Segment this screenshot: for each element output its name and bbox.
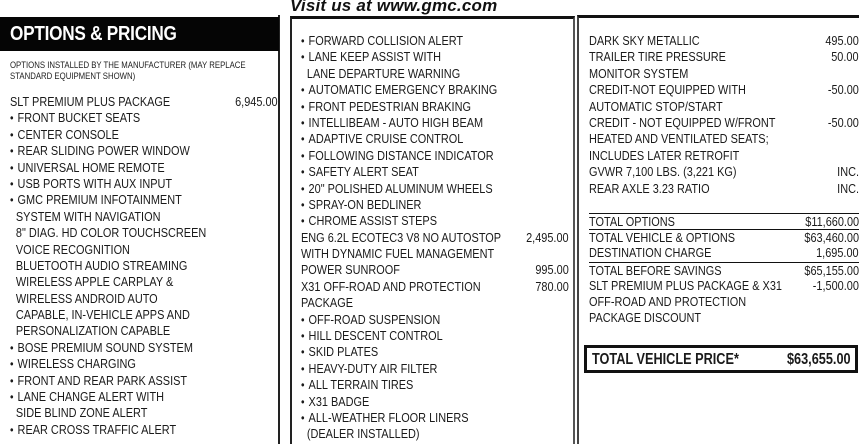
feature-bullet — [10, 160, 278, 176]
feature-bullet — [301, 377, 569, 393]
line-item — [589, 131, 859, 147]
middle-option-list — [301, 33, 569, 443]
line-item — [10, 242, 278, 258]
right-option-list — [589, 33, 859, 197]
line-text: • CHROME ASSIST STEPS — [301, 213, 437, 229]
line-item — [10, 291, 278, 307]
line-text: GVWR 7,100 LBS. (3,221 KG) — [589, 164, 737, 180]
line-text: INCLUDES LATER RETROFIT — [589, 147, 740, 163]
line-item — [589, 294, 859, 310]
line-text: WIRELESS ANDROID AUTO — [15, 290, 158, 306]
feature-bullet — [301, 197, 569, 213]
feature-bullet — [301, 33, 569, 49]
line-text: X31 OFF-ROAD AND PROTECTION — [301, 278, 481, 294]
line-text: TOTAL VEHICLE & OPTIONS — [589, 230, 736, 246]
line-text: • UNIVERSAL HOME REMOTE — [10, 160, 165, 176]
section-title: OPTIONS & PRICING — [10, 23, 177, 45]
feature-bullet — [301, 82, 569, 98]
line-text: • LANE KEEP ASSIST WITH — [301, 49, 441, 65]
priced-line-item — [589, 33, 859, 49]
line-text: PACKAGE DISCOUNT — [589, 310, 702, 326]
line-text: SLT PREMIUM PLUS PACKAGE & X31 — [589, 277, 782, 293]
line-item — [301, 426, 569, 442]
line-item — [589, 99, 859, 115]
line-amount: 780.00 — [535, 278, 569, 294]
line-text: MONITOR SYSTEM — [589, 65, 689, 81]
options-middle-column — [290, 16, 575, 444]
line-text: • REAR CROSS TRAFFIC ALERT — [10, 422, 176, 438]
feature-bullet — [301, 181, 569, 197]
line-text: OFF-ROAD AND PROTECTION — [589, 293, 747, 309]
line-amount: 6,945.00 — [235, 94, 278, 109]
line-text: WIRELESS APPLE CARPLAY & — [15, 274, 174, 290]
feature-bullet — [10, 373, 278, 389]
line-item — [10, 225, 278, 241]
options-right-column — [577, 15, 859, 444]
feature-bullet — [10, 192, 278, 208]
line-text: • LANE CHANGE ALERT WITH — [10, 389, 164, 405]
line-amount: 50.00 — [831, 49, 859, 65]
line-text: TRAILER TIRE PRESSURE — [589, 49, 726, 65]
line-item — [301, 295, 569, 311]
feature-bullet — [10, 143, 278, 159]
line-amount: $11,660.00 — [805, 214, 859, 229]
total-vehicle-price-label: TOTAL VEHICLE PRICE* — [592, 351, 739, 368]
line-text: • GMC PREMIUM INFOTAINMENT — [10, 192, 182, 208]
line-text: CAPABLE, IN-VEHICLE APPS AND — [15, 307, 190, 323]
line-text: AUTOMATIC STOP/START — [589, 98, 723, 114]
feature-bullet — [301, 131, 569, 147]
priced-line-item — [589, 213, 859, 229]
line-item — [301, 246, 569, 262]
priced-line-item — [589, 181, 859, 197]
line-text: DARK SKY METALLIC — [589, 33, 700, 48]
line-text: • FOLLOWING DISTANCE INDICATOR — [301, 148, 494, 164]
line-text: SIDE BLIND ZONE ALERT — [15, 405, 148, 421]
line-text: PERSONALIZATION CAPABLE — [15, 323, 171, 339]
feature-bullet — [10, 389, 278, 405]
line-text: POWER SUNROOF — [301, 262, 400, 278]
line-item — [10, 274, 278, 290]
line-text: BLUETOOTH AUDIO STREAMING — [15, 257, 188, 273]
line-text: • ALL-WEATHER FLOOR LINERS — [301, 410, 469, 426]
line-text: DESTINATION CHARGE — [589, 245, 712, 261]
feature-bullet — [301, 115, 569, 131]
feature-bullet — [301, 361, 569, 377]
line-text: CREDIT - NOT EQUIPPED W/FRONT — [589, 114, 776, 130]
line-text: • HEAVY-DUTY AIR FILTER — [301, 361, 437, 377]
feature-bullet — [301, 164, 569, 180]
line-item — [589, 66, 859, 82]
line-item — [301, 66, 569, 82]
line-text: LANE DEPARTURE WARNING — [306, 65, 461, 81]
priced-line-item — [10, 94, 278, 110]
line-text: TOTAL OPTIONS — [589, 214, 675, 229]
priced-line-item — [589, 164, 859, 180]
line-text: 8" DIAG. HD COLOR TOUCHSCREEN — [15, 225, 207, 241]
line-item — [10, 258, 278, 274]
price-totals — [589, 213, 859, 326]
line-text: TOTAL BEFORE SAVINGS — [589, 262, 722, 278]
line-text: • HILL DESCENT CONTROL — [301, 328, 443, 344]
line-text: • BOSE PREMIUM SOUND SYSTEM — [10, 340, 193, 356]
line-amount: $65,155.00 — [804, 262, 859, 278]
line-item — [589, 310, 859, 326]
line-text: • SKID PLATES — [301, 344, 378, 360]
total-vehicle-price-value: $63,655.00 — [787, 351, 851, 368]
line-text: ENG 6.2L ECOTEC3 V8 NO AUTOSTOP — [301, 229, 502, 245]
feature-bullet — [301, 328, 569, 344]
line-amount: -50.00 — [828, 82, 859, 98]
line-amount: INC. — [837, 164, 859, 180]
line-text: (DEALER INSTALLED) — [306, 426, 420, 442]
feature-bullet — [10, 422, 278, 438]
feature-bullet — [10, 340, 278, 356]
line-amount: 1,695.00 — [816, 245, 859, 261]
line-text: PACKAGE — [301, 295, 353, 311]
priced-line-item — [589, 229, 859, 245]
line-item — [589, 148, 859, 164]
priced-line-item — [589, 278, 859, 294]
line-text: WITH DYNAMIC FUEL MANAGEMENT — [301, 246, 495, 262]
line-text: • 20" POLISHED ALUMINUM WHEELS — [301, 181, 493, 197]
options-left-column — [0, 15, 280, 444]
feature-bullet — [10, 127, 278, 143]
line-text: • FRONT BUCKET SEATS — [10, 110, 140, 126]
feature-bullet — [301, 344, 569, 360]
feature-bullet — [10, 356, 278, 372]
priced-line-item — [301, 262, 569, 278]
section-header-bar — [0, 17, 279, 51]
line-text: VOICE RECOGNITION — [15, 241, 130, 257]
feature-bullet — [301, 394, 569, 410]
line-amount: INC. — [837, 180, 859, 196]
feature-bullet — [10, 176, 278, 192]
line-amount: 995.00 — [535, 262, 569, 278]
line-text: • SAFETY ALERT SEAT — [301, 164, 419, 180]
feature-bullet — [301, 312, 569, 328]
line-text: • REAR SLIDING POWER WINDOW — [10, 143, 190, 159]
line-text: • ALL TERRAIN TIRES — [301, 377, 413, 393]
subnote-line-2: STANDARD EQUIPMENT SHOWN) — [10, 71, 136, 82]
feature-bullet — [301, 99, 569, 115]
line-text: • OFF-ROAD SUSPENSION — [301, 312, 440, 328]
priced-line-item — [301, 279, 569, 295]
line-amount: 495.00 — [825, 33, 859, 48]
line-text: SYSTEM WITH NAVIGATION — [15, 208, 161, 224]
line-amount: 2,495.00 — [526, 229, 569, 245]
feature-bullet — [301, 410, 569, 426]
left-option-list — [10, 94, 278, 438]
line-text: • FORWARD COLLISION ALERT — [301, 33, 463, 49]
line-text: • USB PORTS WITH AUX INPUT — [10, 176, 172, 192]
line-text: • FRONT AND REAR PARK ASSIST — [10, 373, 187, 389]
line-item — [10, 307, 278, 323]
feature-bullet — [301, 49, 569, 65]
line-text: • X31 BADGE — [301, 394, 369, 410]
feature-bullet — [301, 148, 569, 164]
priced-line-item — [301, 230, 569, 246]
line-text: • WIRELESS CHARGING — [10, 356, 136, 372]
line-amount: $63,460.00 — [804, 230, 859, 246]
website-url: Visit us at www.gmc.com — [290, 0, 498, 15]
priced-line-item — [589, 245, 859, 261]
subnote-line-1: OPTIONS INSTALLED BY THE MANUFACTURER (MAY REPLACE — [10, 60, 246, 71]
options-subnote — [10, 60, 246, 82]
total-vehicle-price-box — [584, 345, 858, 373]
line-amount: -50.00 — [828, 114, 859, 130]
priced-line-item — [589, 49, 859, 65]
priced-line-item — [589, 82, 859, 98]
priced-line-item — [589, 262, 859, 278]
line-text: • FRONT PEDESTRIAN BRAKING — [301, 99, 471, 115]
priced-line-item — [589, 115, 859, 131]
line-text: • INTELLIBEAM - AUTO HIGH BEAM — [301, 115, 483, 131]
line-text: CREDIT-NOT EQUIPPED WITH — [589, 82, 746, 98]
line-text: • ADAPTIVE CRUISE CONTROL — [301, 131, 463, 147]
line-text: • SPRAY-ON BEDLINER — [301, 197, 421, 213]
line-text: REAR AXLE 3.23 RATIO — [589, 180, 710, 196]
line-text: • AUTOMATIC EMERGENCY BRAKING — [301, 82, 497, 98]
line-text: SLT PREMIUM PLUS PACKAGE — [10, 94, 171, 109]
line-item — [10, 209, 278, 225]
line-text: HEATED AND VENTILATED SEATS; — [589, 131, 769, 147]
feature-bullet — [301, 213, 569, 229]
line-amount: -1,500.00 — [812, 277, 859, 293]
feature-bullet — [10, 110, 278, 126]
line-item — [10, 323, 278, 339]
line-text: • CENTER CONSOLE — [10, 127, 119, 143]
line-item — [10, 405, 278, 421]
